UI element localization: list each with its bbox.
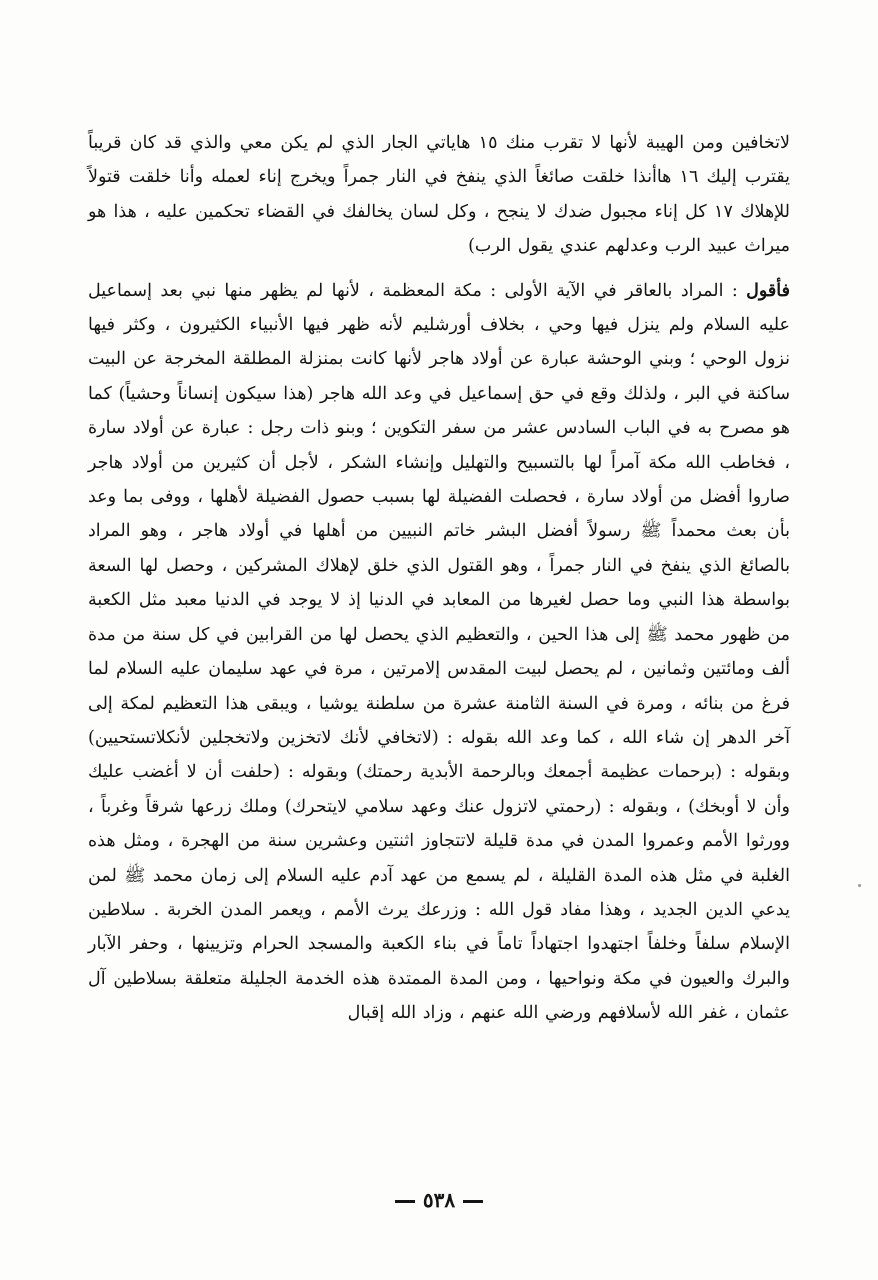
page-number-dash-left bbox=[395, 1200, 415, 1203]
paragraph-commentary bbox=[88, 274, 790, 1031]
body-text bbox=[88, 126, 790, 1031]
paragraph-quotation bbox=[88, 126, 790, 264]
paragraph-lead-word: فأقول bbox=[746, 280, 790, 301]
paragraph-text: : المراد بالعاقر في الآية الأولى : مكة المعظمة ، لأنها لم يظهر منها نبي بعد إسماعيل عليه السلام ولم ينزل فيها وحي ، بخلاف أورشليم لأنه ظهر فيها الأنبياء الكثيرون ، وكثر فيها نزول الوحي ؛ وبني الوحشة عبارة عن أولاد هاجر لأنها كانت بمنزلة المطلقة المخرجة عن البيت ساكنة في البر ، ولذلك وقع في حق إسماعيل في وعد الله هاجر (هذا سيكون إنساناً وحشياً) كما هو مصرح به في الباب السادس عشر من سفر التكوين ؛ وبنو ذات رجل : عبارة عن أولاد سارة ، فخاطب الله مكة آمراً لها بالتسبيح والتهليل وإنشاء الشكر ، لأجل أن كثيرين من أولاد هاجر صاروا أفضل من أولاد سارة ، فحصلت الفضيلة لها بسبب حصول الفضيلة لأهلها ، ووفى بما وعد بأن بعث محمداً ﷺ رسولاً أفضل البشر خاتم النبيين من أهلها في أولاد هاجر ، وهو المراد بالصائغ الذي ينفخ في النار جمراً ، وهو القتول الذي خلق لإهلاك المشركين ، وحصل لها السعة بواسطة هذا النبي وما حصل لغيرها من المعابد في الدنيا إذ لا يوجد في الدنيا معبد مثل الكعبة من ظهور محمد ﷺ إلى هذا الحين ، والتعظيم الذي يحصل لها من القرابين في كل سنة من مدة ألف ومائتين وثمانين ، لم يحصل لبيت المقدس إلامرتين ، مرة في عهد سليمان عليه السلام لما فرغ من بنائه ، ومرة في السنة الثامنة عشرة من سلطنة يوشيا ، ويبقى هذا التعظيم لمكة إلى آخر الدهر إن شاء الله ، كما وعد الله بقوله : (لاتخافي لأنك لاتخزين ولاتخجلين لأنكلاتستحيين) وبقوله : (برحمات عظيمة أجمعك وبالرحمة الأبدية رحمتك) وبقوله : (حلفت أن لا أغضب عليك وأن لا أوبخك) ، وبقوله : (رحمتي لاتزول عنك وعهد سلامي لايتحرك) وملك زرعها شرقاً وغرباً ، وورثوا الأمم وعمروا المدن في مدة قليلة لاتتجاوز اثنتين وعشرين سنة من الهجرة ، ومثل هذه الغلبة في مثل هذه المدة القليلة ، لم يسمع من عهد آدم عليه السلام إلى زمان محمد ﷺ لمن يدعي الدين الجديد ، وهذا مفاد قول الله : وزرعك يرث الأمم ، ويعمر المدن الخربة . سلاطين الإسلام سلفاً وخلفاً اجتهدوا اجتهاداً تاماً في بناء الكعبة والمسجد الحرام وتزيينها ، وحفر الآبار والبرك والعيون في مكة ونواحيها ، ومن المدة الممتدة هذه الخدمة الجليلة متعلقة بسلاطين آل عثمان ، غفر الله لأسلافهم ورضي الله عنهم ، وزاد الله إقبال bbox=[88, 280, 790, 1024]
margin-speck bbox=[858, 884, 861, 887]
page-number-dash-right bbox=[463, 1200, 483, 1203]
page-number-value: ٥٣٨ bbox=[422, 1188, 456, 1212]
paragraph-text: لاتخافين ومن الهيبة لأنها لا تقرب منك ١٥ هاياتي الجار الذي لم يكن معي والذي قد كان قريباً يقترب إليك ١٦ هاأنذا خلقت صائغاً الذي ينفخ في النار جمراً ويخرج إناء لعمله وأنا خلقت قتولاً للإهلاك ١٧ كل إناء مجبول ضدك لا ينجح ، وكل لسان يخالفك في القضاء تحكمين عليه ، هذا هو ميراث عبيد الرب وعدلهم عندي يقول الرب) bbox=[88, 133, 791, 257]
page-number bbox=[0, 1188, 878, 1212]
